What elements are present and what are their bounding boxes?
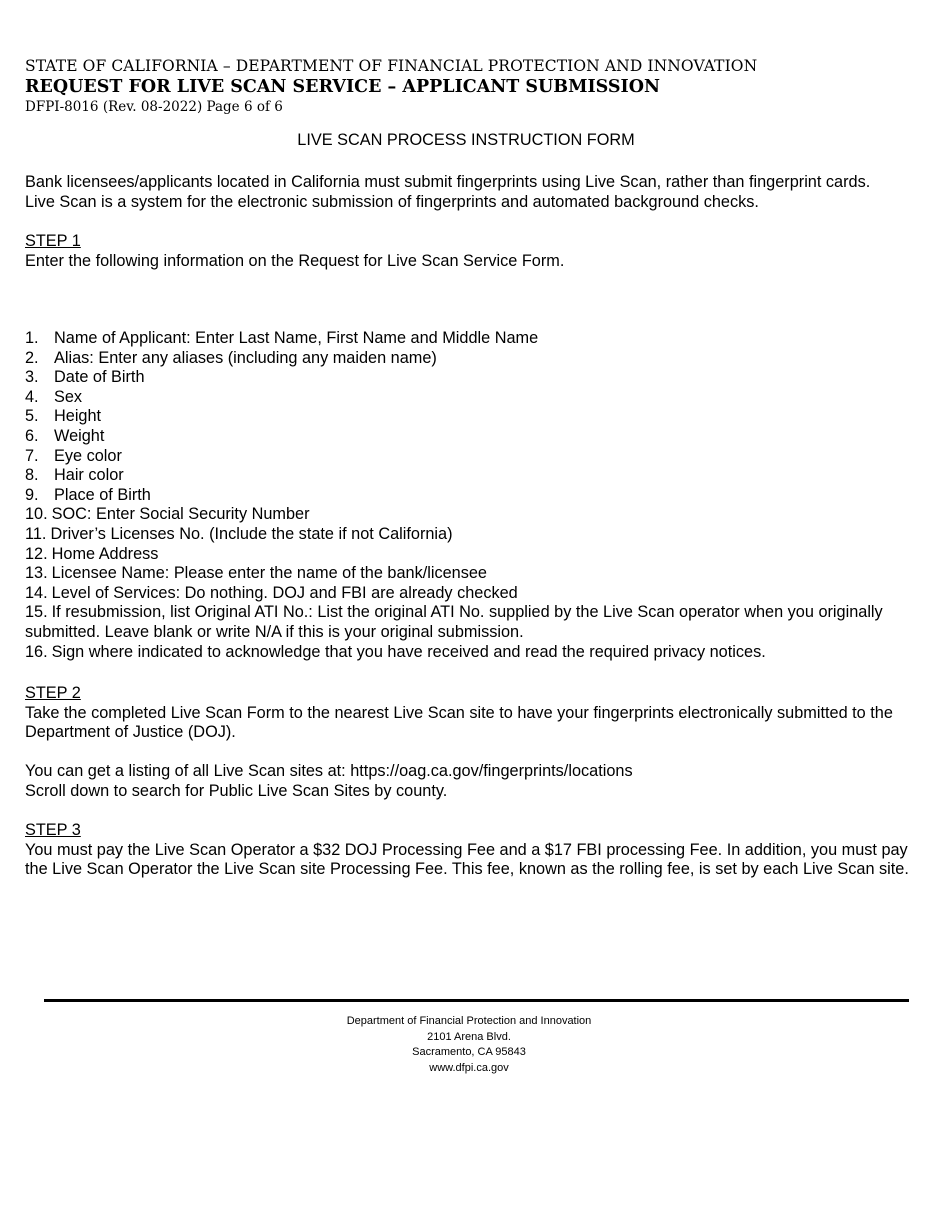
step1-item [25,466,920,486]
footer-website: www.dfpi.ca.gov [429,1061,509,1074]
step1-item [25,349,920,369]
step1-item [25,427,920,447]
step1-item-text: Licensee Name: Please enter the name of the bank/licensee [51,564,487,583]
step2-section [25,684,920,743]
sites-listing-line: You can get a listing of all Live Scan sites at: https://oag.ca.gov/fingerprints/locations [25,762,633,780]
step1-item-number: 12. [25,544,48,563]
step1-item-number: 9. [25,485,39,504]
step3-section [25,821,920,880]
step1-item [25,603,920,642]
footer-city: Sacramento, CA 95843 [412,1046,526,1058]
intro-line-2: Live Scan is a system for the electronic submission of fingerprints and automated background checks. [25,192,759,211]
step1-heading: STEP 1 [25,232,81,250]
step1-item-text: Weight [54,426,105,445]
step1-item-text: Sex [54,387,83,406]
step1-item [25,407,920,427]
step1-item-number: 8. [25,466,39,485]
step1-item-number: 5. [25,407,39,426]
step3-heading: STEP 3 [25,821,81,839]
step1-item-number: 15. [25,603,48,622]
footer-street: 2101 Arena Blvd. [427,1030,511,1043]
step1-item [25,564,920,584]
step1-item-text: If resubmission, list Original ATI No.: List the original ATI No. supplied by the Live Scan operator when you originally submitted. Leave blank or write N/A if this is your original submission. [25,603,883,641]
step1-item-number: 1. [25,329,39,347]
instruction-form-title: LIVE SCAN PROCESS INSTRUCTION FORM [297,131,635,149]
step1-item-list [25,329,920,662]
live-scan-sites-info [25,762,920,801]
step1-item-text: Home Address [51,544,159,563]
step1-item-text: Height [54,407,102,426]
step1-item [25,447,920,467]
step1-item-number: 14. [25,583,48,602]
agency-name: STATE OF CALIFORNIA – DEPARTMENT OF FINANCIAL PROTECTION AND INNOVATION [25,57,758,75]
step1-item-number: 6. [25,426,39,445]
step2-heading: STEP 2 [25,684,81,702]
footer-divider [44,999,909,1002]
step1-item-number: 16. [25,642,48,661]
step1-section [25,232,920,271]
intro-paragraph [25,173,920,212]
step1-item-number: 13. [25,564,48,583]
step1-item-number: 11. [25,524,47,543]
step1-item [25,486,920,506]
step1-item-number: 10. [25,505,48,524]
step1-item-text: Name of Applicant: Enter Last Name, First Name and Middle Name [54,329,539,347]
step1-item-text: Sign where indicated to acknowledge that you have received and read the required privacy notices. [51,642,766,661]
step1-text: Enter the following information on the Request for Live Scan Service Form. [25,251,565,270]
step1-item-number: 7. [25,446,39,465]
step1-item [25,368,920,388]
step1-item-number: 3. [25,368,39,387]
intro-line-1: Bank licensees/applicants located in California must submit fingerprints using Live Scan, rather than fingerprint cards. [25,173,871,191]
step1-item [25,505,920,525]
footer-org: Department of Financial Protection and Innovation [346,1015,592,1027]
step1-item [25,329,920,349]
step1-item-text: Alias: Enter any aliases (including any maiden name) [54,348,437,367]
step1-item [25,545,920,565]
scroll-instruction-line: Scroll down to search for Public Live Scan Sites by county. [25,781,448,800]
step1-item-text: Place of Birth [54,485,151,504]
step3-text: You must pay the Live Scan Operator a $32 DOJ Processing Fee and a $17 FBI processing Fee. In addition, you must pay the Live Scan Operator the Live Scan site Processing Fee. This fee, known as the rolling fee, is set by each Live Scan site. [25,840,909,879]
step2-text: Take the completed Live Scan Form to the nearest Live Scan site to have your fingerprints electronically submitted to the Department of Justice (DOJ). [25,703,893,742]
step1-item [25,388,920,408]
step1-item-text: Date of Birth [54,368,145,387]
form-title-header: REQUEST FOR LIVE SCAN SERVICE – APPLICANT SUBMISSION [25,77,660,97]
footer-address [0,1014,938,1076]
step1-item-number: 4. [25,387,39,406]
step1-item-text: SOC: Enter Social Security Number [51,505,310,524]
step1-item-text: Level of Services: Do nothing. DOJ and FBI are already checked [51,583,518,602]
form-number: DFPI-8016 (Rev. 08-2022) Page 6 of 6 [25,99,283,115]
step1-item-text: Eye color [54,446,122,465]
step1-item-number: 2. [25,348,39,367]
step1-item [25,525,920,545]
step1-item [25,643,920,663]
step1-item-text: Driver’s Licenses No. (Include the state if not California) [50,524,453,543]
step1-item [25,584,920,604]
step1-item-text: Hair color [54,466,124,485]
